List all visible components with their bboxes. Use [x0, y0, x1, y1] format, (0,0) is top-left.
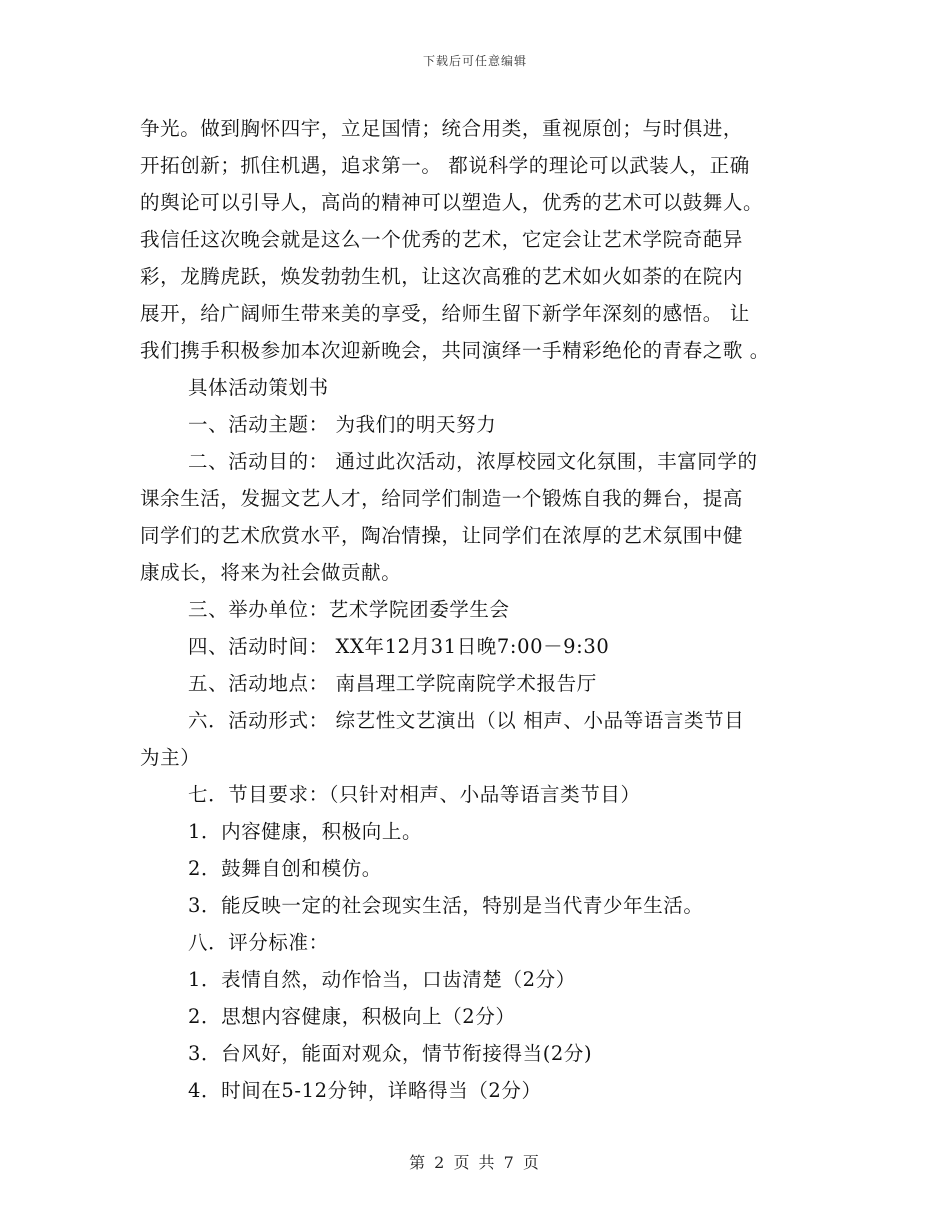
intro-line-3: 的舆论可以引导人，高尚的精神可以塑造人，优秀的艺术可以鼓舞人。: [140, 191, 764, 214]
plan-venue: 五、活动地点： 南昌理工学院南院学术报告厅: [188, 672, 597, 695]
requirement-item-3: 3．能反映一定的社会现实生活，特别是当代青少年生活。: [188, 894, 704, 917]
plan-time: 四、活动时间： XX年12月31日晚7:00－9:30: [188, 635, 610, 658]
page-header: 下载后可任意编辑: [422, 54, 527, 68]
intro-line-4: 我信任这次晚会就是这么一个优秀的艺术，它定会让艺术学院奇葩异: [140, 228, 744, 251]
intro-line-7: 我们携手积极参加本次迎新晚会，共同演绎一手精彩绝伦的青春之歌 。: [140, 339, 770, 362]
scoring-item-1: 1．表情自然，动作恰当，口齿清楚（2分）: [188, 968, 576, 991]
intro-line-2: 开拓创新；抓住机遇，追求第一。 都说科学的理论可以武装人，正确: [140, 154, 750, 177]
plan-theme: 一、活动主题： 为我们的明天努力: [188, 413, 497, 436]
plan-purpose-line-2: 课余生活，发掘文艺人才，给同学们制造一个锻炼自我的舞台，提高: [140, 487, 744, 510]
plan-organizer: 三、举办单位：艺术学院团委学生会: [188, 598, 510, 621]
requirement-item-1: 1．内容健康，积极向上。: [188, 820, 423, 843]
intro-line-5: 彩，龙腾虎跃，焕发勃勃生机，让这次高雅的艺术如火如荼的在院内: [140, 265, 744, 288]
plan-purpose-line-3: 同学们的艺术欣赏水平，陶冶情操，让同学们在浓厚的艺术氛围中健: [140, 524, 744, 547]
plan-purpose-line-4: 康成长，将来为社会做贡献。: [140, 561, 402, 584]
intro-line-1: 争光。做到胸怀四宇，立足国情；统合用类，重视原创；与时俱进，: [140, 117, 744, 140]
plan-format-line-2: 为主）: [140, 746, 201, 769]
plan-format-line-1: 六．活动形式： 综艺性文艺演出（以 相声、小品等语言类节目: [188, 709, 745, 732]
scoring-title: 八．评分标准：: [188, 931, 329, 954]
scoring-item-2: 2．思想内容健康，积极向上（2分）: [188, 1005, 516, 1028]
requirements-title: 七．节目要求：（只针对相声、小品等语言类节目）: [188, 783, 641, 806]
scoring-item-3: 3．台风好，能面对观众，情节衔接得当(2分): [188, 1042, 593, 1065]
document-body: [140, 110, 820, 1109]
page-number: 第 2 页 共 7 页: [409, 1153, 541, 1172]
plan-purpose-line-1: 二、活动目的： 通过此次活动，浓厚校园文化氛围，丰富同学的: [188, 450, 758, 473]
intro-line-6: 展开，给广阔师生带来美的享受，给师生留下新学年深刻的感悟。 让: [140, 302, 750, 325]
plan-title: 具体活动策划书: [188, 376, 329, 399]
requirement-item-2: 2．鼓舞自创和模仿。: [188, 857, 382, 880]
scoring-item-4: 4．时间在5-12分钟，详略得当（2分）: [188, 1079, 542, 1102]
